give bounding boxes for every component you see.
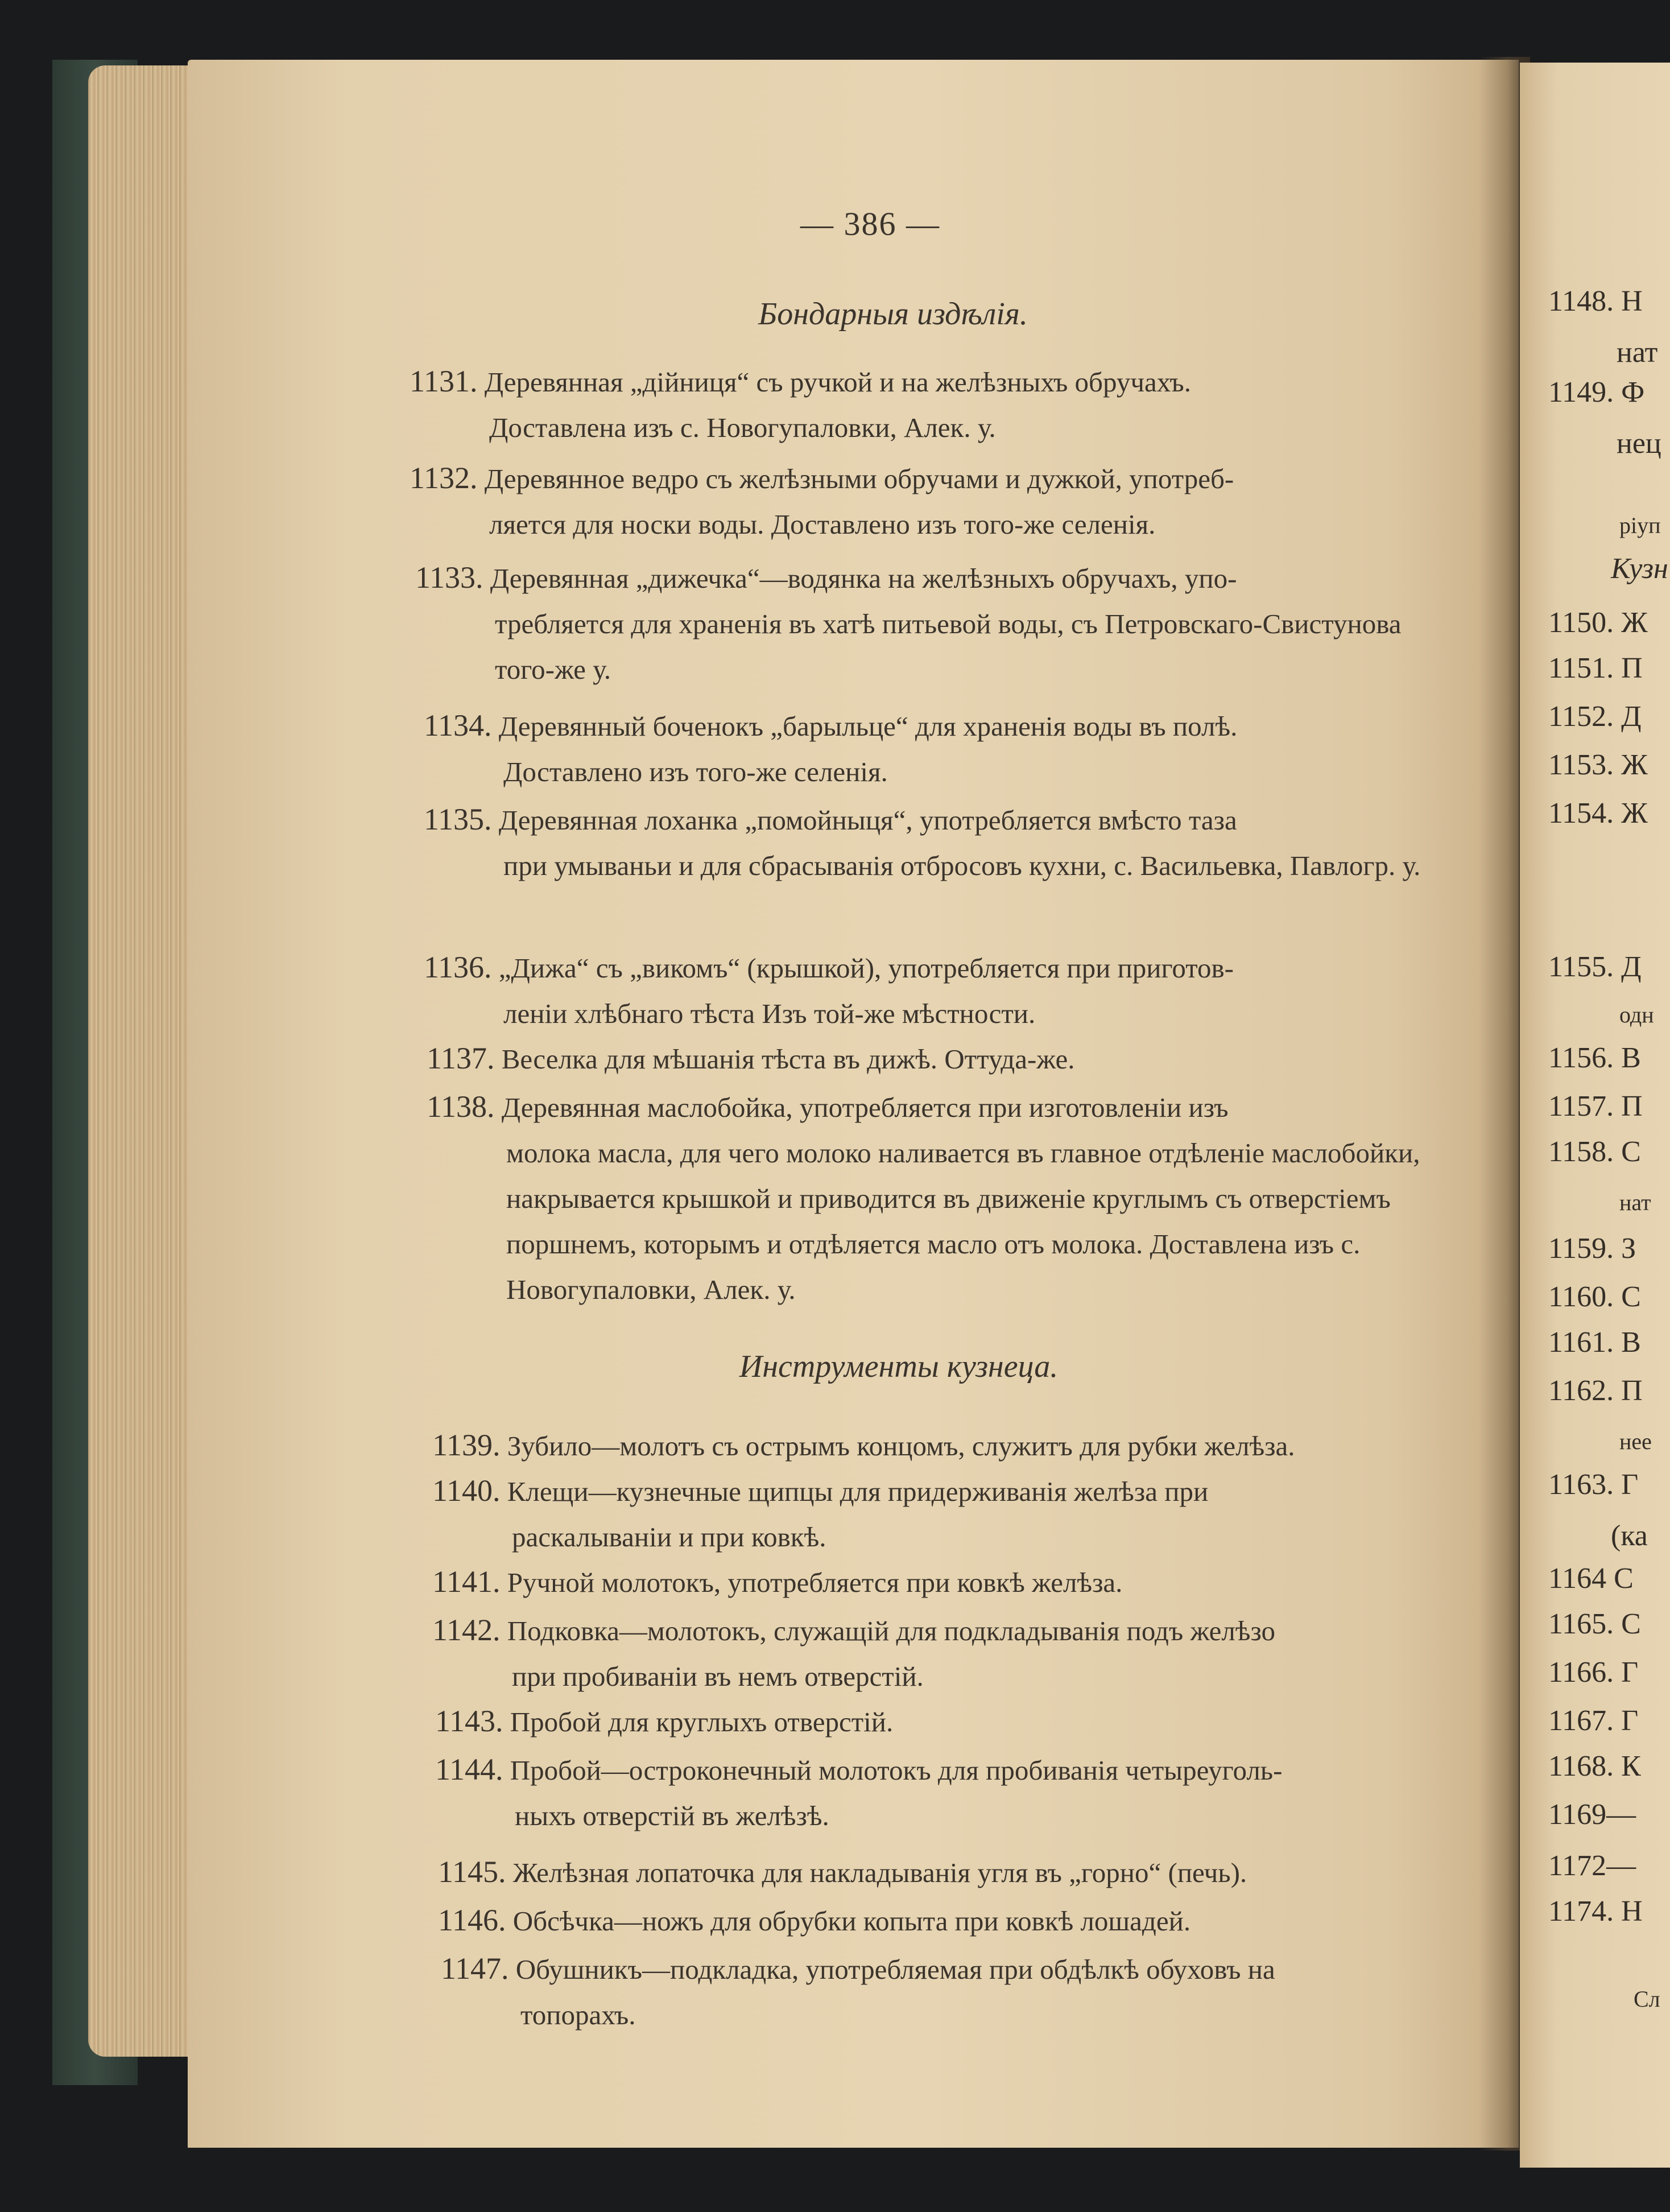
entry-text-line1: „Дижа“ съ „викомъ“ (крышкой), употребляется при приготов- — [498, 952, 1234, 984]
entry-text-line1: Подковка—молотокъ, служащій для подкладыванія подъ желѣзо — [507, 1615, 1276, 1646]
page-number: — 386 — — [800, 205, 940, 242]
catalog-entry — [432, 1607, 1468, 1699]
right-page-fragment: Кузн — [1611, 552, 1668, 585]
entry-text-rest: раскалываніи и при ковкѣ. — [512, 1521, 826, 1553]
entry-text-rest: топорахъ. — [520, 1999, 636, 2031]
right-page-fragment: 1167. Г — [1548, 1705, 1639, 1737]
right-page-fragment: ріуп — [1619, 513, 1661, 538]
entry-number: 1134. — [424, 708, 492, 742]
entry-number: 1140. — [432, 1474, 501, 1508]
right-page-fragment: 1169— — [1548, 1798, 1636, 1831]
right-page — [1520, 63, 1670, 2168]
entry-number: 1136. — [424, 950, 492, 984]
catalog-entry — [424, 944, 1465, 1037]
entry-text-line1: Деревянный боченокъ „барыльце“ для храненія воды въ полѣ. — [498, 711, 1238, 742]
catalog-entry — [432, 1422, 1468, 1469]
catalog-entry — [435, 1698, 1468, 1745]
entry-text-rest: при умываньи и для сбрасыванія отбросовъ кухни, с. Васильевка, Павлогр. у. — [503, 850, 1421, 881]
entry-text-line1: Деревянная маслобойка, употребляется при изготовленіи изъ — [501, 1092, 1229, 1123]
entry-number: 1137. — [427, 1041, 495, 1075]
right-page-fragment: 1159. З — [1548, 1232, 1636, 1265]
right-page-fragment: 1172— — [1548, 1850, 1636, 1882]
catalog-entry — [435, 1747, 1468, 1839]
section-heading-cooperage: Бондарныя издѣлія. — [758, 296, 1028, 332]
right-page-fragment: 1149. Ф — [1548, 376, 1645, 408]
right-page-fragment: 1174. Н — [1548, 1895, 1643, 1928]
entry-number: 1142. — [432, 1613, 501, 1647]
entry-number: 1139. — [432, 1428, 501, 1462]
entry-text-line1: Клещи—кузнечные щипцы для придерживанія желѣза при — [507, 1476, 1209, 1507]
right-page-fragment: 1162. П — [1548, 1375, 1643, 1407]
catalog-entry — [441, 1946, 1468, 2038]
right-page-fragment: 1154. Ж — [1548, 797, 1648, 830]
catalog-entry — [410, 358, 1462, 451]
right-page-fragment: 1160. С — [1548, 1281, 1641, 1313]
entry-text-line1: Ручной молотокъ, употребляется при ковкѣ желѣза. — [507, 1567, 1123, 1598]
entry-text-rest: леніи хлѣбнаго тѣста Изъ той-же мѣстности. — [503, 998, 1036, 1029]
right-page-fragment: 1168. К — [1548, 1750, 1641, 1782]
entry-text-line1: Деревянная „дійниця“ съ ручкой и на желѣзныхъ обручахъ. — [484, 366, 1191, 398]
right-page-fragment: 1153. Ж — [1548, 749, 1648, 781]
right-page-fragment: 1156. В — [1548, 1042, 1641, 1074]
right-page-fragment: 1152. Д — [1548, 700, 1642, 733]
right-page-fragment: одн — [1619, 1002, 1654, 1027]
right-page-fragment: 1165. С — [1548, 1608, 1641, 1640]
right-page-fragment: 1157. П — [1548, 1090, 1643, 1122]
entry-number: 1131. — [410, 364, 478, 398]
catalog-entry — [432, 1468, 1468, 1560]
entry-text-line1: Деревянная „дижечка“—водянка на желѣзныхъ обручахъ, упо- — [490, 563, 1237, 594]
right-page-fragment: нее — [1619, 1429, 1652, 1454]
entry-text-line1: Деревянное ведро съ желѣзными обручами и дужкой, употреб- — [484, 463, 1234, 494]
entry-text-line1: Деревянная лоханка „помойныця“, употребляется вмѣсто таза — [498, 804, 1237, 836]
right-page-fragment: нат — [1617, 336, 1658, 369]
right-page-fragment: 1158. С — [1548, 1136, 1641, 1168]
entry-text-rest: ляется для носки воды. Доставлено изъ того-же селенія. — [489, 509, 1156, 540]
section-heading-blacksmith: Инструменты кузнеца. — [739, 1349, 1059, 1384]
entry-number: 1145. — [438, 1855, 506, 1889]
entry-text-line1: Зубило—молотъ съ острымъ концомъ, служитъ для рубки желѣза. — [507, 1430, 1295, 1462]
catalog-entry — [415, 555, 1462, 692]
entry-number: 1132. — [410, 461, 478, 495]
entry-text-line1: Обсѣчка—ножъ для обрубки копыта при ковкѣ лошадей. — [512, 1905, 1191, 1937]
entry-number: 1144. — [435, 1752, 503, 1786]
right-page-fragment: 1164 С — [1548, 1562, 1634, 1595]
entry-text-rest: требляется для храненія въ хатѣ питьевой воды, съ Петровскаго-Свистунова того-же у. — [495, 608, 1402, 685]
right-page-fragment: нат — [1619, 1190, 1651, 1215]
right-page-fragment: Сл — [1634, 1986, 1660, 2012]
entry-text-rest: Доставлено изъ того-же селенія. — [503, 756, 888, 787]
entry-number: 1138. — [427, 1090, 495, 1124]
entry-text-rest: Доставлена изъ с. Новогупаловки, Алек. у. — [489, 412, 996, 443]
entry-number: 1143. — [435, 1704, 503, 1738]
entry-number: 1147. — [441, 1951, 509, 1986]
catalog-entry — [432, 1559, 1468, 1606]
catalog-entry — [427, 1084, 1468, 1313]
entry-number: 1141. — [432, 1565, 501, 1599]
catalog-entry — [438, 1897, 1468, 1944]
right-page-fragment: 1163. Г — [1548, 1468, 1639, 1501]
entry-text-line1: Пробой—остроконечный молотокъ для пробиванія четыреуголь- — [510, 1755, 1283, 1786]
entry-text-rest: ныхъ отверстій въ желѣзѣ. — [515, 1800, 829, 1831]
right-page-fragment: нец — [1617, 427, 1661, 460]
catalog-entry — [424, 797, 1465, 889]
right-page-fragment: (ка — [1611, 1520, 1648, 1552]
entry-text-line1: Обушникъ—подкладка, употребляемая при обдѣлкѣ обуховъ на — [515, 1954, 1275, 1985]
entry-text-line1: Веселка для мѣшанія тѣста въ дижѣ. Оттуда-же. — [501, 1043, 1075, 1075]
entry-text-line1: Желѣзная лопаточка для накладыванія угля въ „горно“ (печь). — [512, 1857, 1247, 1888]
catalog-entry — [410, 455, 1462, 547]
right-page-fragment: 1166. Г — [1548, 1656, 1639, 1689]
catalog-entry — [438, 1849, 1468, 1896]
entry-text-rest: молока масла, для чего молоко наливается въ главное отдѣленіе маслобойки, накрывается крышкой и приводится въ движеніе круглымъ съ отверстіемъ поршнемъ, которымъ и отдѣляется масло отъ молока. Доставлена изъ с. Новогупаловки, Алек. у. — [506, 1137, 1420, 1305]
catalog-entry — [424, 703, 1462, 795]
entry-number: 1133. — [415, 560, 483, 595]
entry-number: 1135. — [424, 802, 492, 836]
catalog-entry — [427, 1035, 1468, 1082]
right-page-fragment: 1155. Д — [1548, 951, 1642, 983]
entry-text-line1: Пробой для круглыхъ отверстій. — [510, 1706, 894, 1738]
entry-number: 1146. — [438, 1903, 506, 1937]
right-page-fragment: 1151. П — [1548, 652, 1643, 684]
right-page-fragment: 1161. В — [1548, 1326, 1641, 1359]
right-page-fragment: 1148. Н — [1548, 285, 1643, 317]
entry-text-rest: при пробиваніи въ немъ отверстій. — [512, 1661, 924, 1692]
right-page-fragment: 1150. Ж — [1548, 606, 1648, 639]
